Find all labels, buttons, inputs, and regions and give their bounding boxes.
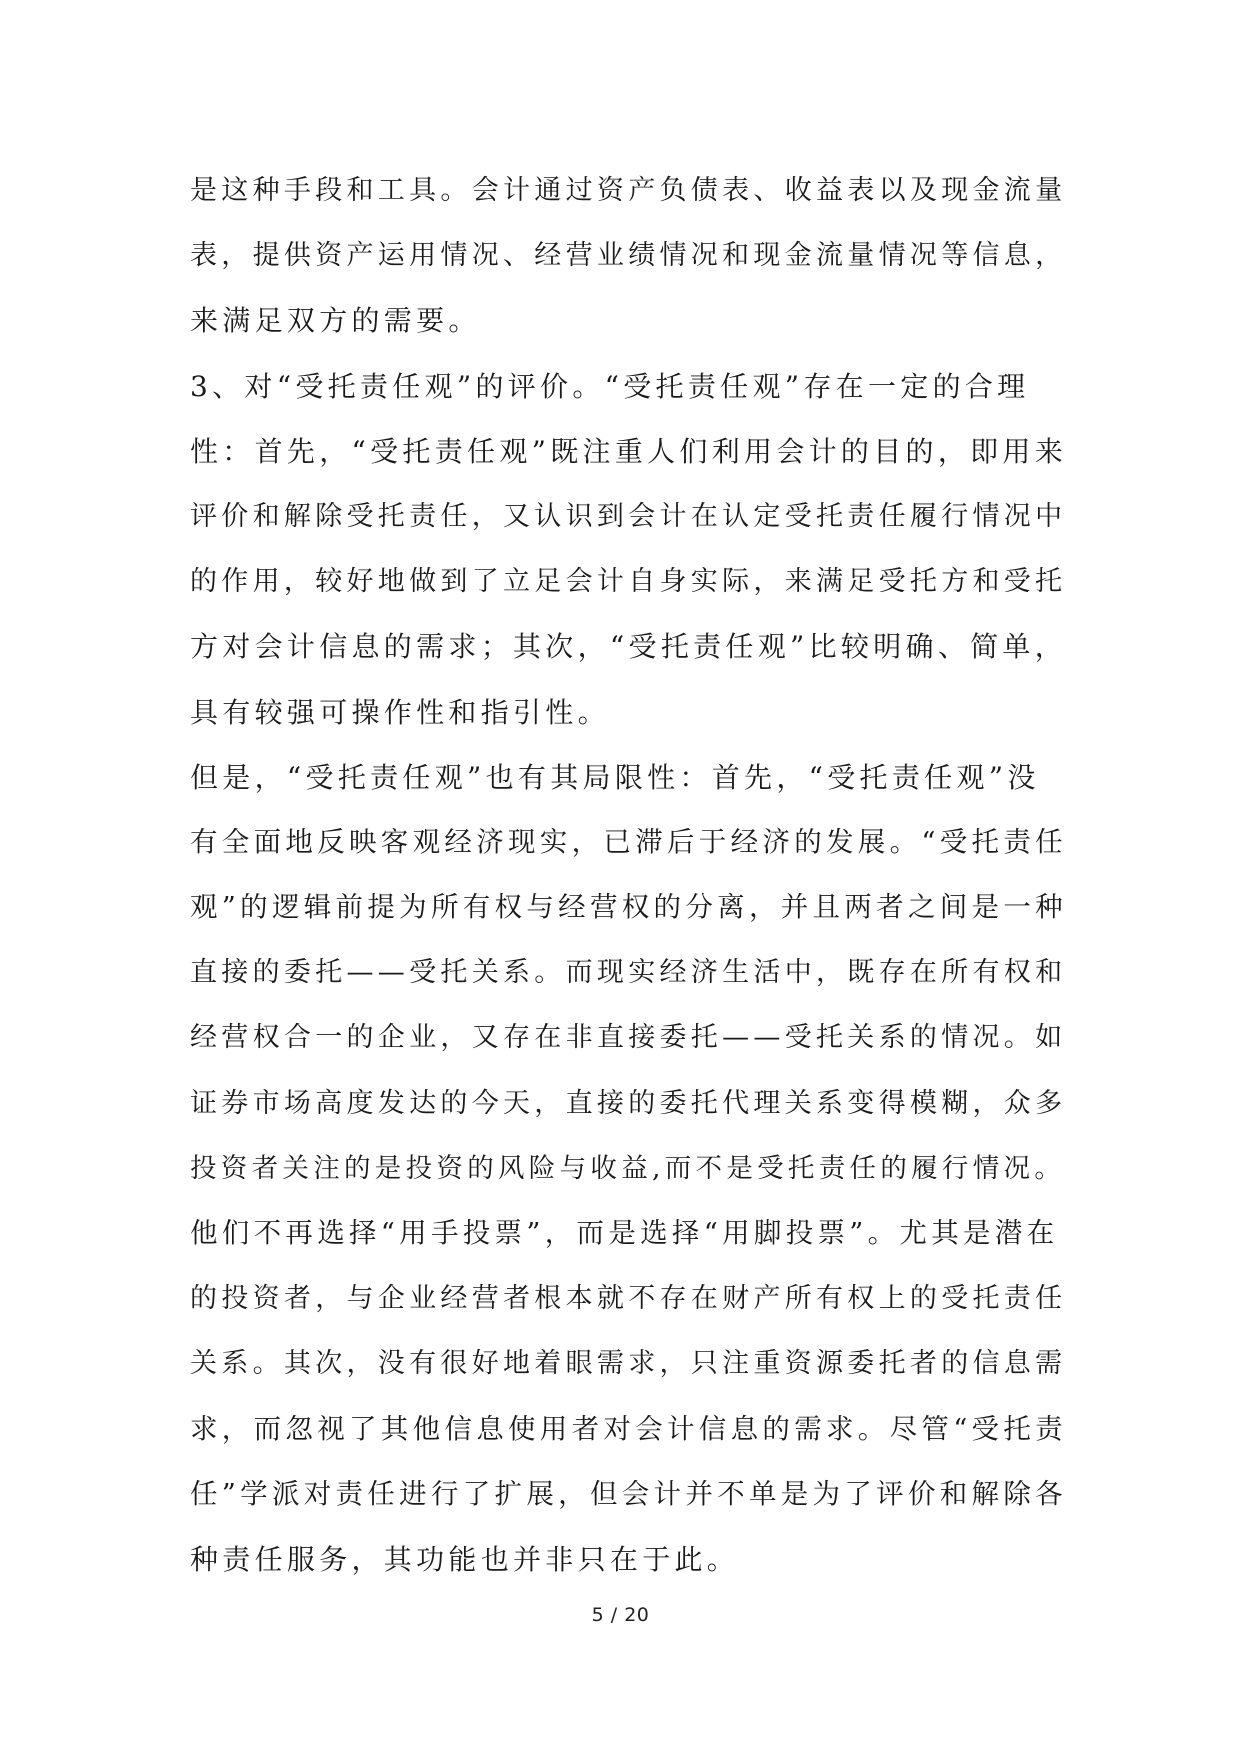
text-line: 有全面地反映客观经济现实，已滞后于经济的发展。“受托责任 xyxy=(190,825,1067,858)
text-line: 是这种手段和工具。会计通过资产负债表、收益表以及现金流量 xyxy=(190,175,1067,206)
text-line: 3、对“受托责任观”的评价。“受托责任观”存在一定的合理 xyxy=(190,369,1030,403)
text-line: 直接的委托——受托关系。而现实经济生活中，既存在所有权和 xyxy=(190,957,1067,989)
text-line: 具有较强可操作性和指引性。 xyxy=(190,695,610,729)
text-line: 任”学派对责任进行了扩展，但会计并不单是为了评价和解除各 xyxy=(190,1477,1067,1510)
text-line: 性：首先，“受托责任观”既注重人们利用会计的目的，即用来 xyxy=(190,434,1068,468)
text-line: 关系。其次，没有很好地着眼需求，只注重资源委托者的信息需 xyxy=(190,1348,1067,1380)
text-line: 评价和解除受托责任，又认识到会计在认定受托责任履行情况中 xyxy=(190,500,1067,532)
text-line: 求，而忽视了其他信息使用者对会计信息的需求。尽管“受托责 xyxy=(190,1412,1067,1445)
text-line: 表，提供资产运用情况、经营业绩情况和现金流量情况等信息， xyxy=(190,240,1067,272)
page-number: 5 / 20 xyxy=(591,1604,650,1626)
text-line: 种责任服务，其功能也并非只在于此。 xyxy=(190,1542,740,1576)
text-line: 但是，“受托责任观”也有其局限性：首先，“受托责任观”没 xyxy=(190,760,1040,794)
text-line: 方对会计信息的需求；其次，“受托责任观”比较明确、简单， xyxy=(190,630,1068,664)
text-line: 经营权合一的企业，又存在非直接委托——受托关系的情况。如 xyxy=(190,1022,1067,1054)
text-line: 的投资者，与企业经营者根本就不存在财产所有权上的受托责任 xyxy=(190,1283,1067,1315)
text-line: 投资者关注的是投资的风险与收益,而不是受托责任的履行情况。 xyxy=(190,1152,1066,1184)
text-line: 他们不再选择“用手投票”，而是选择“用脚投票”。尤其是潜在 xyxy=(190,1217,1059,1249)
text-line: 观”的逻辑前提为所有权与经营权的分离，并且两者之间是一种 xyxy=(190,891,1067,924)
text-line: 来满足双方的需要。 xyxy=(190,304,481,338)
body-text xyxy=(190,158,1070,1592)
text-line: 证券市场高度发达的今天，直接的委托代理关系变得模糊，众多 xyxy=(190,1087,1067,1119)
text-line: 的作用，较好地做到了立足会计自身实际，来满足受托方和受托 xyxy=(190,566,1067,598)
